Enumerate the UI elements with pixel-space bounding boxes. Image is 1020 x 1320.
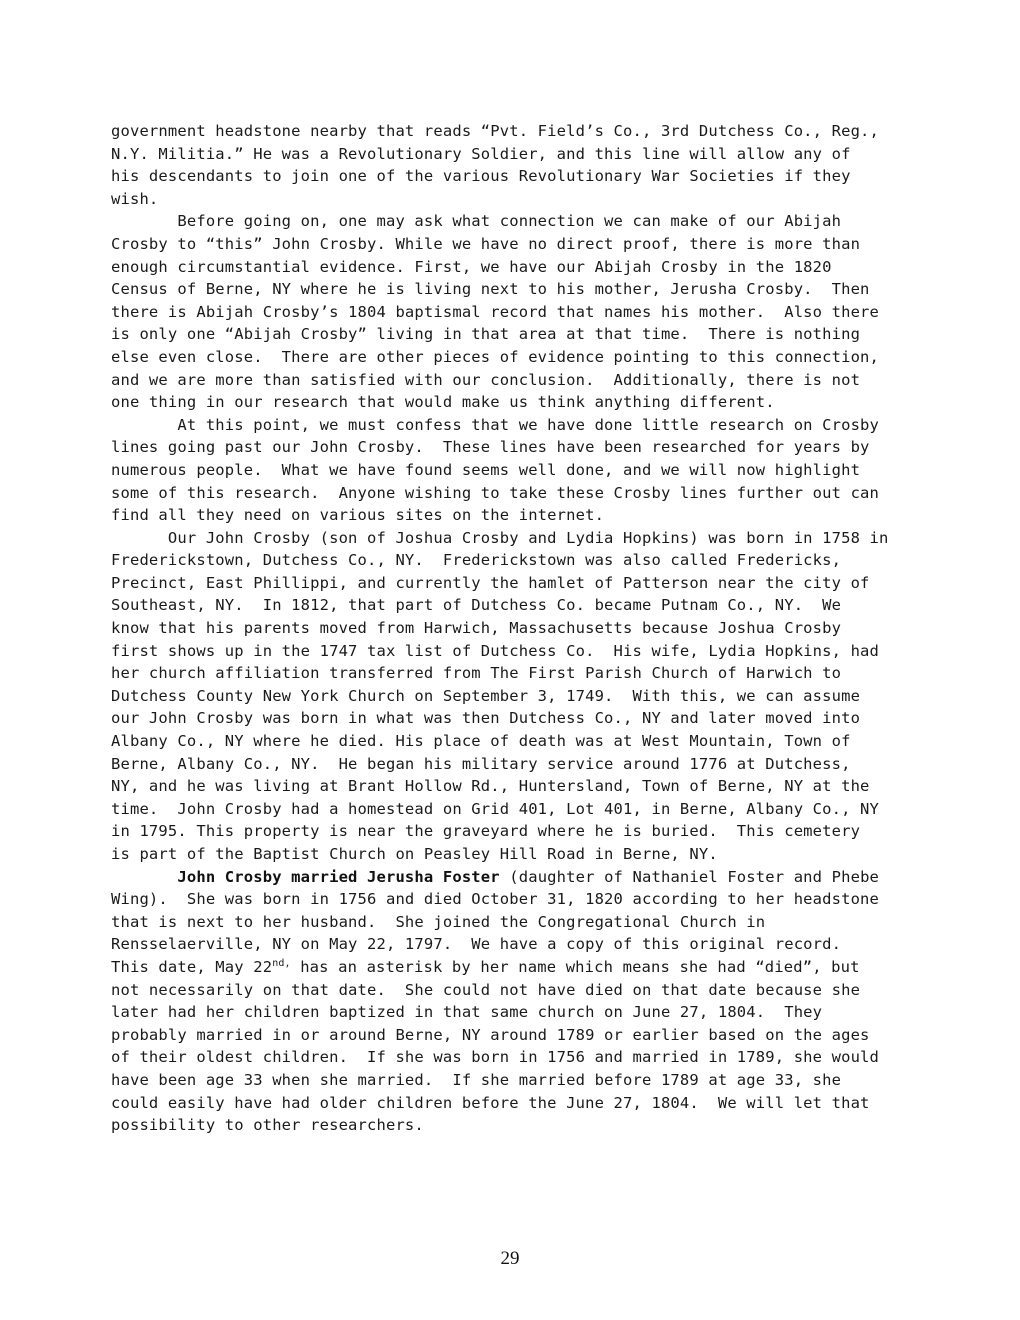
text-line: of their oldest children. If she was born in 1756 and married in 1789, she would: [111, 1048, 880, 1067]
text-line: could easily have had older children before the June 27, 1804. We will let that: [111, 1093, 870, 1112]
text-line: her church affiliation transferred from The First Parish Church of Harwich to: [111, 664, 842, 683]
body-text: [111, 120, 941, 1137]
text-line: Southeast, NY. In 1812, that part of Dutchess Co. became Putnam Co., NY. We: [111, 596, 842, 615]
text-line: Berne, Albany Co., NY. He began his military service around 1776 at Dutchess,: [111, 754, 851, 773]
text-line: is only one “Abijah Crosby” living in that area at that time. There is nothing: [111, 325, 861, 344]
text-line: one thing in our research that would make us think anything different.: [111, 393, 775, 412]
text-line: there is Abijah Crosby’s 1804 baptismal record that names his mother. Also there: [111, 302, 880, 321]
text-line: some of this research. Anyone wishing to take these Crosby lines further out can: [111, 483, 880, 502]
text-line: else even close. There are other pieces of evidence pointing to this connection,: [111, 347, 880, 366]
text-line: his descendants to join one of the various Revolutionary War Societies if they: [111, 167, 851, 186]
text-line: Frederickstown, Dutchess Co., NY. Frederickstown was also called Fredericks,: [111, 551, 842, 570]
text-line: in 1795. This property is near the graveyard where he is buried. This cemetery: [111, 822, 861, 841]
text-line: probably married in or around Berne, NY around 1789 or earlier based on the ages: [111, 1025, 870, 1044]
text-line: numerous people. What we have found seems well done, and we will now highlight: [111, 460, 861, 479]
text-line: find all they need on various sites on the internet.: [111, 506, 605, 525]
text-line: Rensselaerville, NY on May 22, 1797. We have a copy of this original record.: [111, 935, 842, 954]
text-line: and we are more than satisfied with our conclusion. Additionally, there is not: [111, 370, 861, 389]
text-line: that is next to her husband. She joined the Congregational Church in: [111, 912, 766, 931]
ordinal-superscript: nd,: [272, 957, 291, 969]
text-line: Precinct, East Phillippi, and currently the hamlet of Patterson near the city of: [111, 573, 870, 592]
text-line: time. John Crosby had a homestead on Grid 401, Lot 401, in Berne, Albany Co., NY: [111, 799, 880, 818]
text-line: is part of the Baptist Church on Peasley Hill Road in Berne, NY.: [111, 845, 718, 863]
text-line: not necessarily on that date. She could not have died on that date because she: [111, 980, 861, 999]
sup-line-pre: This date, May 22: [111, 957, 273, 976]
text-line: N.Y. Militia.” He was a Revolutionary Soldier, and this line will allow any of: [111, 144, 851, 163]
text-line: Dutchess County New York Church on September 3, 1749. With this, we can assume: [111, 686, 861, 705]
bold-lead-text: John Crosby married Jerusha Foster: [111, 867, 500, 886]
text-line: Census of Berne, NY where he is living next to his mother, Jerusha Crosby. Then: [111, 280, 870, 299]
text-line: wish.: [111, 189, 159, 208]
text-line: have been age 33 when she married. If she married before 1789 at age 33, she: [111, 1070, 842, 1089]
text-line: government headstone nearby that reads “Pvt. Field’s Co., 3rd Dutchess Co., Reg.,: [111, 122, 880, 140]
text-line: At this point, we must confess that we have done little research on Crosby: [111, 415, 880, 434]
text-line: Crosby to “this” John Crosby. While we have no direct proof, there is more than: [111, 234, 861, 253]
text-line: our John Crosby was born in what was then Dutchess Co., NY and later moved into: [111, 709, 861, 728]
page-number: 29: [500, 1248, 520, 1269]
text-line-superscript: [111, 956, 941, 979]
text-line: know that his parents moved from Harwich, Massachusetts because Joshua Crosby: [111, 619, 842, 638]
text-line: later had her children baptized in that same church on June 27, 1804. They: [111, 1003, 823, 1022]
text-line: Albany Co., NY where he died. His place of death was at West Mountain, Town of: [111, 732, 851, 751]
text-line: enough circumstantial evidence. First, we have our Abijah Crosby in the 1820: [111, 257, 832, 276]
text-line: NY, and he was living at Brant Hollow Rd., Huntersland, Town of Berne, NY at the: [111, 777, 870, 796]
text-line: first shows up in the 1747 tax list of Dutchess Co. His wife, Lydia Hopkins, had: [111, 641, 880, 660]
text-line-bold-lead: [111, 866, 941, 889]
lead-rest-text: (daughter of Nathaniel Foster and Phebe: [499, 867, 880, 886]
text-line: Before going on, one may ask what connection we can make of our Abijah: [111, 212, 842, 231]
text-line: Our John Crosby (son of Joshua Crosby and Lydia Hopkins) was born in 1758 in: [111, 528, 889, 547]
text-line: Wing). She was born in 1756 and died October 31, 1820 according to her headstone: [111, 890, 880, 909]
text-line: lines going past our John Crosby. These lines have been researched for years by: [111, 438, 870, 457]
text-line: possibility to other researchers.: [111, 1116, 424, 1135]
sup-line-post: has an asterisk by her name which means she had “died”, but: [290, 957, 860, 976]
